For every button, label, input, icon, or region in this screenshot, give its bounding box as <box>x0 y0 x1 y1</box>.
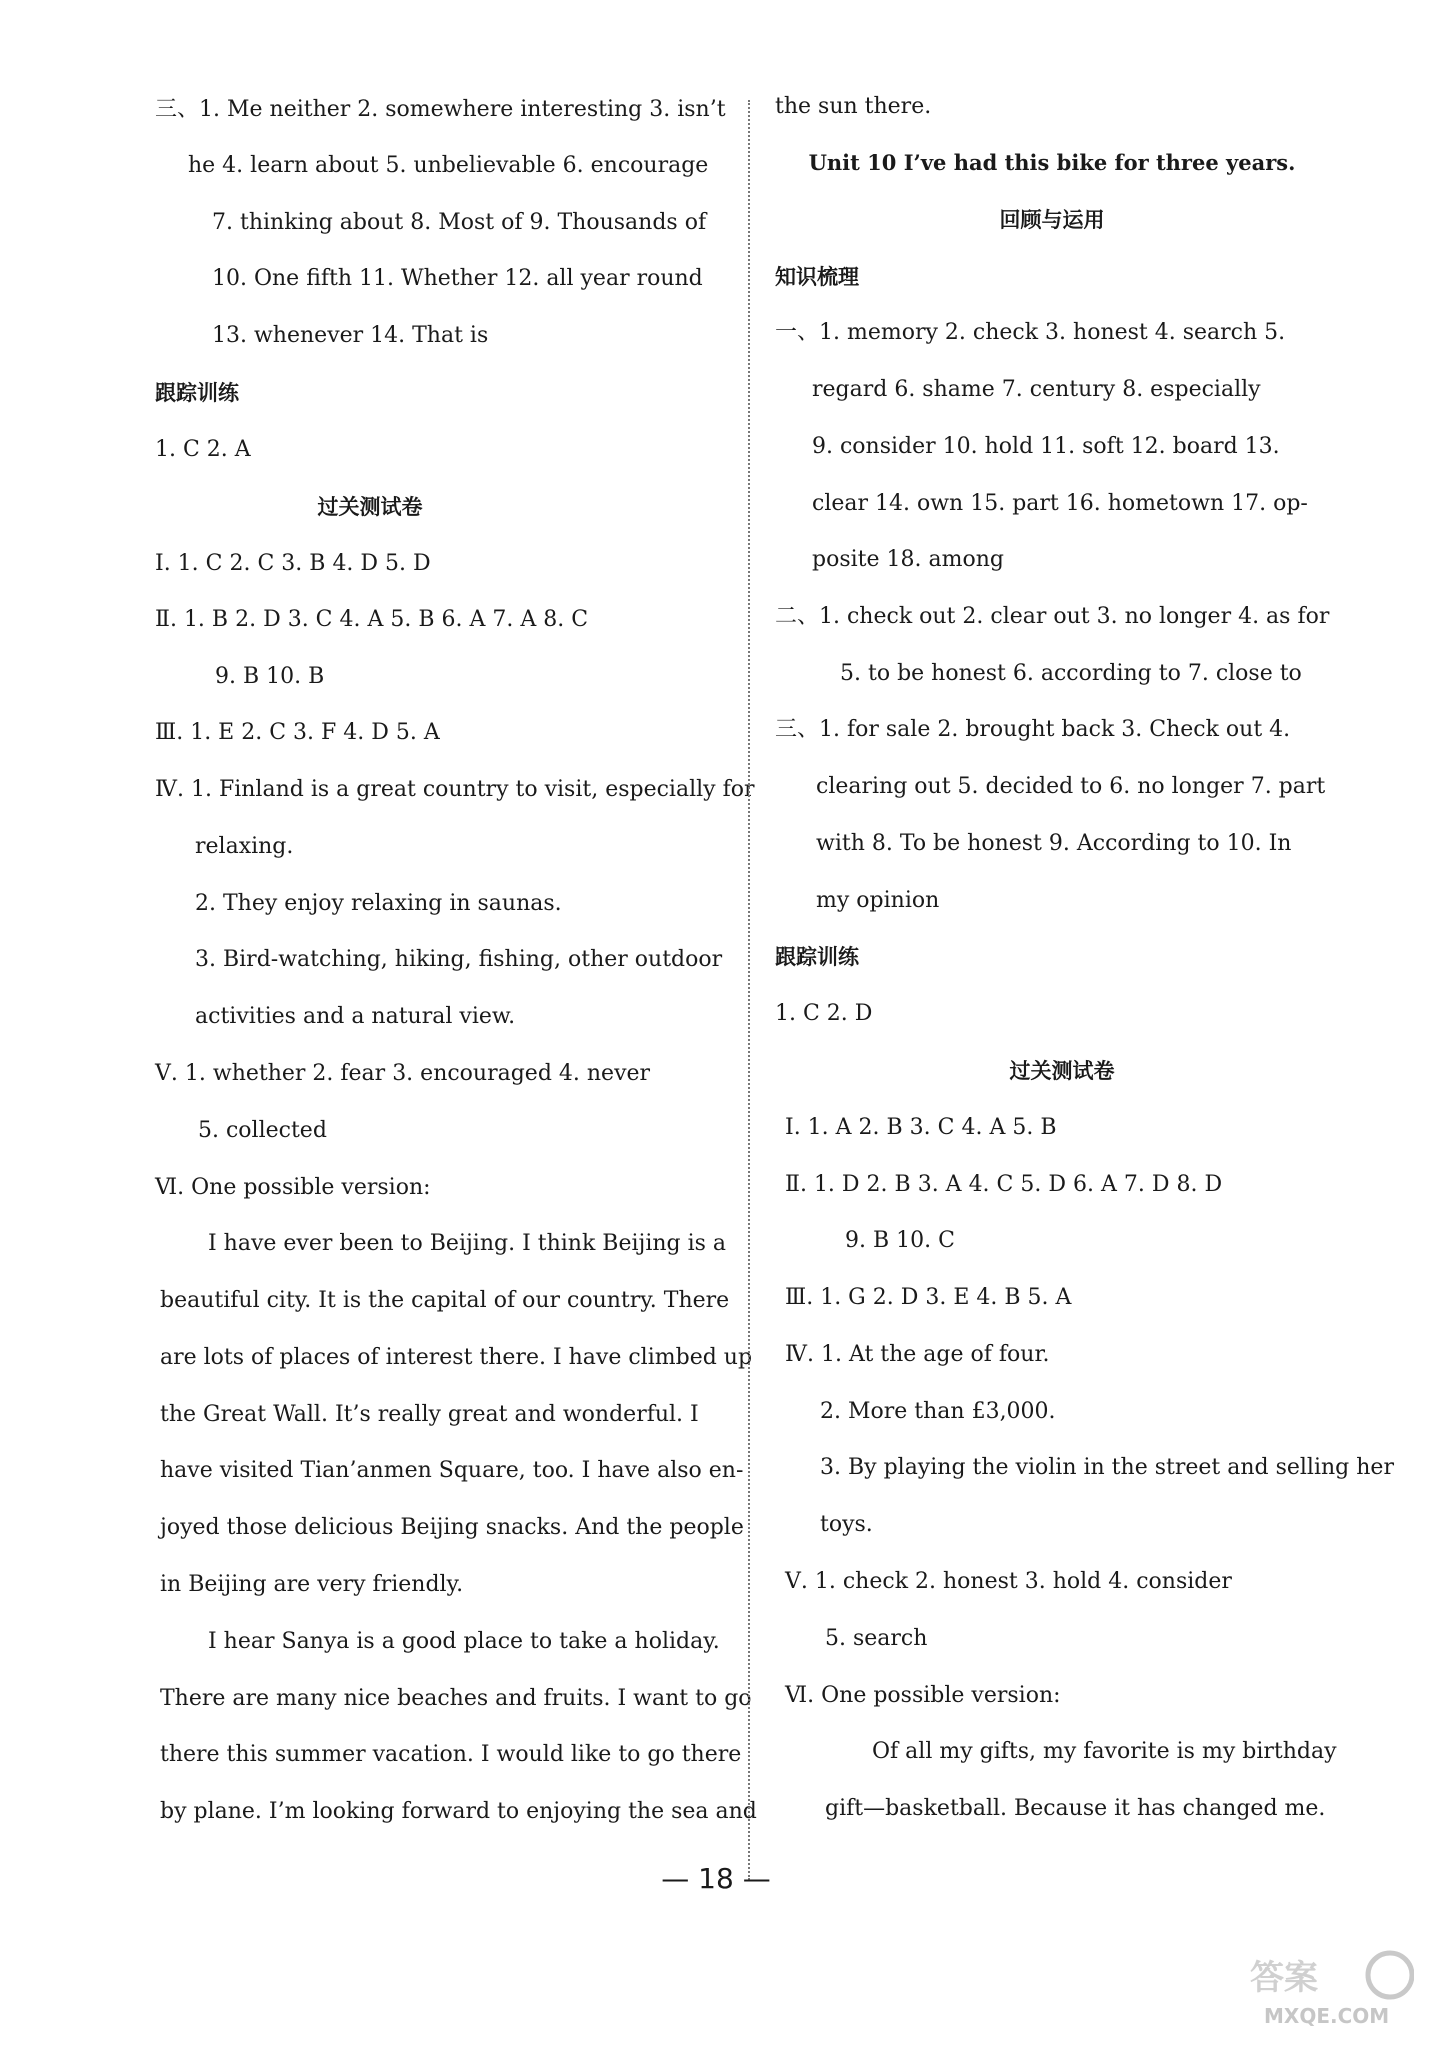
answer-line: have visited Tian’anmen Square, too. I have also en- <box>160 1458 744 1483</box>
section-heading: 过关测试卷 <box>317 495 423 519</box>
answer-line: 2. More than £3,000. <box>820 1399 1056 1424</box>
answer-line: I have ever been to Beijing. I think Beijing is a <box>208 1231 727 1256</box>
svg-text:答案: 答案 <box>1250 1958 1318 1998</box>
answer-line: are lots of places of interest there. I have climbed up <box>160 1345 753 1370</box>
answer-line: 9. B 10. B <box>215 664 325 689</box>
answer-line: 一、1. memory 2. check 3. honest 4. search 5. <box>775 320 1286 345</box>
answer-line: activities and a natural view. <box>195 1004 516 1029</box>
answer-line: relaxing. <box>195 834 294 859</box>
answer-line: 三、1. Me neither 2. somewhere interesting 3. isn’t <box>155 97 726 122</box>
answer-line: beautiful city. It is the capital of our country. There <box>160 1288 730 1313</box>
answer-line: 3. Bird-watching, hiking, fishing, other outdoor <box>195 947 723 972</box>
section-heading: Unit 10 I’ve had this bike for three years. <box>808 150 1296 175</box>
answer-line: 10. One fifth 11. Whether 12. all year round <box>212 266 703 291</box>
section-heading: 跟踪训练 <box>775 945 859 969</box>
answer-line: Ⅴ. 1. whether 2. fear 3. encouraged 4. never <box>155 1061 651 1086</box>
answer-line: the sun there. <box>775 94 932 119</box>
answer-line: Ⅳ. 1. Finland is a great country to visit, especially for <box>155 777 755 802</box>
answer-line: 7. thinking about 8. Most of 9. Thousands of <box>212 210 707 235</box>
answer-line: posite 18. among <box>812 547 1004 572</box>
section-heading: 知识梳理 <box>775 265 859 289</box>
answer-line: Ⅵ. One possible version: <box>155 1175 431 1200</box>
answer-line: he 4. learn about 5. unbelievable 6. encourage <box>188 153 709 178</box>
answer-line: 2. They enjoy relaxing in saunas. <box>195 891 562 916</box>
answer-line: Ⅰ. 1. C 2. C 3. B 4. D 5. D <box>155 551 431 576</box>
answer-line: 5. collected <box>198 1118 327 1143</box>
answer-line: Ⅵ. One possible version: <box>785 1683 1061 1708</box>
page-number: — 18 — <box>661 1862 771 1895</box>
column-divider <box>748 100 750 1880</box>
answer-line: clear 14. own 15. part 16. hometown 17. op- <box>812 491 1308 516</box>
answer-line: Of all my gifts, my favorite is my birthday <box>872 1739 1337 1764</box>
answer-line: Ⅴ. 1. check 2. honest 3. hold 4. consider <box>785 1569 1232 1594</box>
answer-line: I hear Sanya is a good place to take a holiday. <box>208 1629 720 1654</box>
answer-line: Ⅲ. 1. G 2. D 3. E 4. B 5. A <box>785 1285 1072 1310</box>
answer-line: there this summer vacation. I would like to go there <box>160 1742 742 1767</box>
answer-line: 5. search <box>825 1626 928 1651</box>
answer-line: Ⅱ. 1. D 2. B 3. A 4. C 5. D 6. A 7. D 8. D <box>785 1172 1223 1197</box>
answer-line: Ⅱ. 1. B 2. D 3. C 4. A 5. B 6. A 7. A 8. C <box>155 607 589 632</box>
answer-line: toys. <box>820 1512 873 1537</box>
svg-text:MXQE.COM: MXQE.COM <box>1264 2004 1390 2028</box>
answer-line: with 8. To be honest 9. According to 10. In <box>816 831 1292 856</box>
answer-line: 5. to be honest 6. according to 7. close to <box>840 661 1302 686</box>
answer-line: 三、1. for sale 2. brought back 3. Check out 4. <box>775 717 1291 742</box>
answer-line: joyed those delicious Beijing snacks. And the people <box>160 1515 744 1540</box>
answer-line: in Beijing are very friendly. <box>160 1572 464 1597</box>
answer-line: 9. consider 10. hold 11. soft 12. board 13. <box>812 434 1280 459</box>
answer-line: 3. By playing the violin in the street and selling her <box>820 1455 1394 1480</box>
answer-line: clearing out 5. decided to 6. no longer 7. part <box>816 774 1326 799</box>
answer-line: 9. B 10. C <box>845 1228 955 1253</box>
answer-line: regard 6. shame 7. century 8. especially <box>812 377 1261 402</box>
answer-line: the Great Wall. It’s really great and wonderful. I <box>160 1402 699 1427</box>
answer-line: 二、1. check out 2. clear out 3. no longer 4. as for <box>775 604 1330 629</box>
answer-line: by plane. I’m looking forward to enjoying the sea and <box>160 1799 757 1824</box>
answer-line: gift—basketball. Because it has changed me. <box>825 1796 1326 1821</box>
answer-line: There are many nice beaches and fruits. I want to go <box>160 1686 752 1711</box>
watermark-logo <box>1244 1945 1414 2031</box>
section-heading: 回顾与运用 <box>999 208 1105 232</box>
answer-line: 13. whenever 14. That is <box>212 323 489 348</box>
section-heading: 过关测试卷 <box>1009 1059 1115 1083</box>
answer-line: 1. C 2. D <box>775 1001 873 1026</box>
answer-line: my opinion <box>816 888 940 913</box>
answer-line: 1. C 2. A <box>155 437 251 462</box>
answer-line: Ⅲ. 1. E 2. C 3. F 4. D 5. A <box>155 720 440 745</box>
answer-line: Ⅰ. 1. A 2. B 3. C 4. A 5. B <box>785 1115 1057 1140</box>
section-heading: 跟踪训练 <box>155 381 239 405</box>
answer-line: Ⅳ. 1. At the age of four. <box>785 1342 1050 1367</box>
